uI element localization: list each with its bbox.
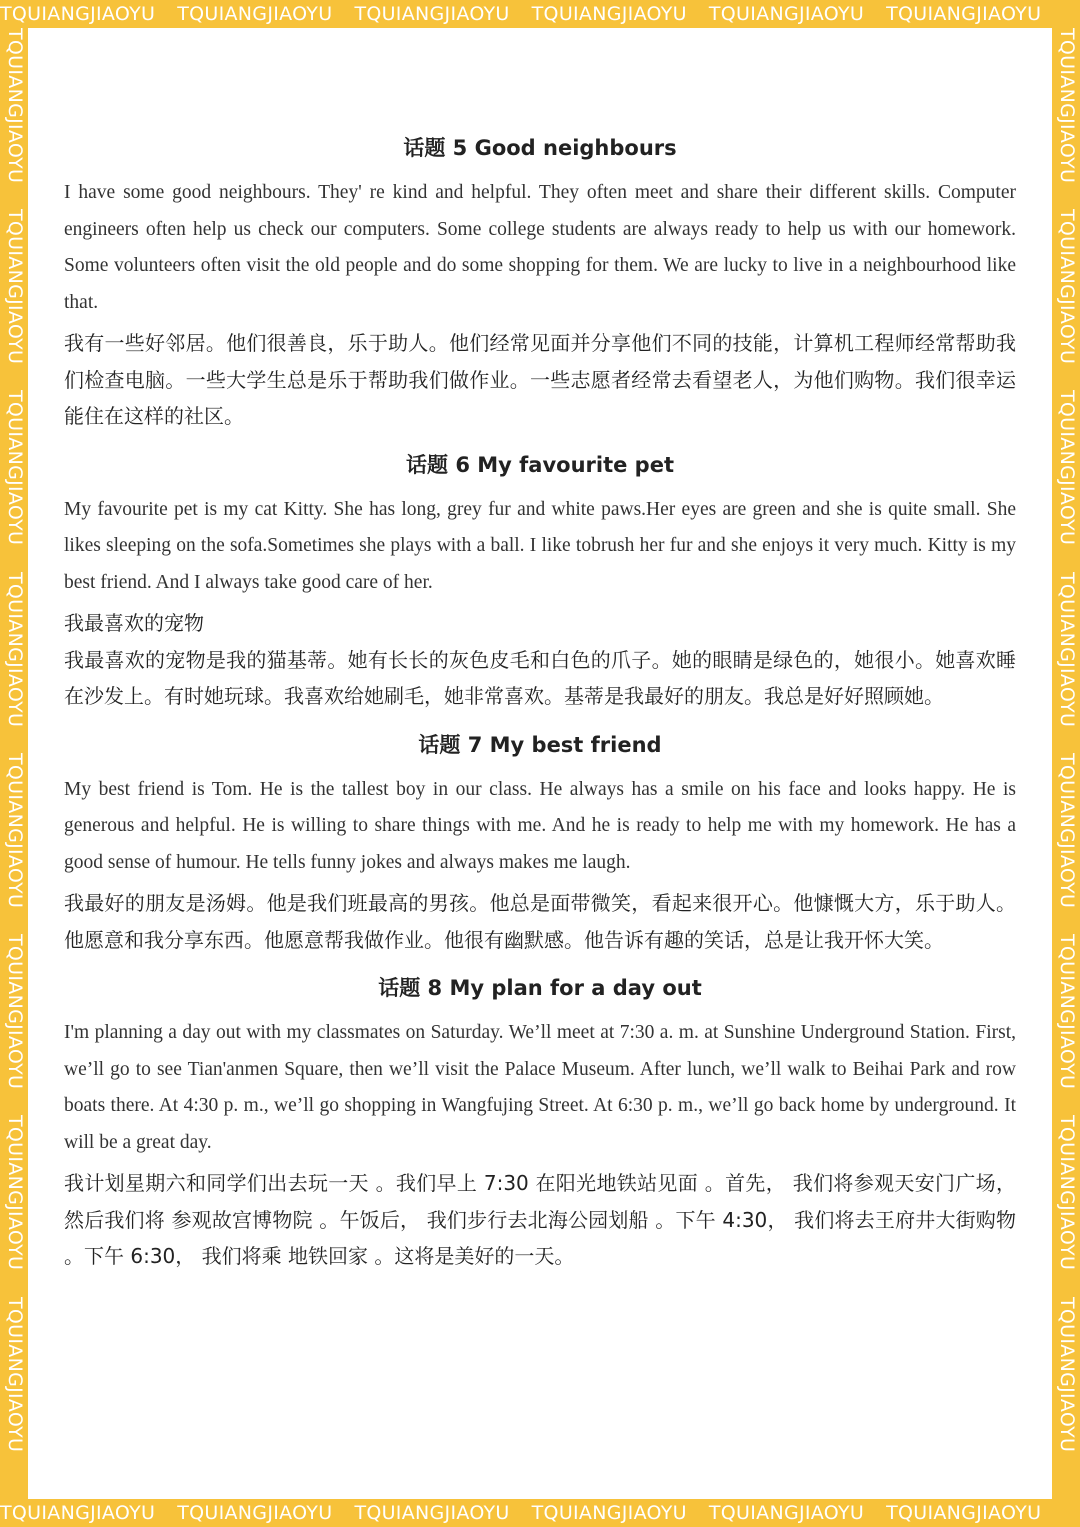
watermark-bottom: TQUIANGJIAOYU TQUIANGJIAOYU TQUIANGJIAOYU TQUIANGJIAOYU TQUIANGJIAOYU TQUIANGJIAOYU <box>0 1502 1042 1524</box>
topic-6-english-text: My favourite pet is my cat Kitty. She has long, grey fur and white paws.Her eyes are green and she is quite small. She likes sleeping on the sofa.Sometimes she plays with a ball. I like tobrush her fur and she enjoys it very much. Kitty is my best friend. And I always take good care of her. <box>64 498 1016 593</box>
topic-7-english-text: My best friend is Tom. He is the tallest boy in our class. He always has a smile on his face and looks happy. He is generous and helpful. He is willing to share things with me. And he is ready to help me with my homework. He has a good sense of humour. He tells funny jokes and always makes me laugh. <box>64 778 1016 873</box>
topic-5-english-text: I have some good neighbours. They' re kind and helpful. They often meet and share their different skills. Computer engineers often help us check our computers. Some college students are always ready to help us with our homework. Some volunteers often visit the old people and do some shopping for them. We are lucky to live in a neighbourhood like that. <box>64 182 1016 313</box>
topic-7-title: 话题 7 My best friend <box>418 732 662 757</box>
topic-8-section <box>64 970 1016 1275</box>
topic-6-chinese-title: 我最喜欢的宠物 <box>64 611 204 635</box>
topic-8-title: 话题 8 My plan for a day out <box>378 976 702 1000</box>
topic-7-chinese-text: 我最好的朋友是汤姆。他是我们班最高的男孩。他总是面带微笑，看起来很开心。他慷慨大方，乐于助人。他愿意和我分享东西。他愿意帮我做作业。他很有幽默感。他告诉有趣的笑话，总是让我开怀大笑。 <box>64 891 1016 952</box>
topic-8-chinese-text: 我计划星期六和同学们出去玩一天 。我们早上 7:30 在阳光地铁站见面 。首先， 我们将参观天安门广场， 然后我们将 参观故宫博物院 。午饭后， 我们步行去北海公园划船 。下午 4:30， 我们将去王府井大街购物 。下午 6:30， 我们将乘 地铁回家 。这将是美好的一天。 <box>64 1171 1016 1268</box>
topic-7-section <box>64 727 1016 959</box>
watermark-left: TQUIANGJIAOYUTQUIANGJIAOYUTQUIANGJIAOYUTQUIANGJIAOYUTQUIANGJIAOYUTQUIANGJIAOYUTQUIANGJIAOYUTQUIANGJIAOYU <box>4 28 26 1452</box>
watermark-top: TQUIANGJIAOYU TQUIANGJIAOYU TQUIANGJIAOYU TQUIANGJIAOYU TQUIANGJIAOYU TQUIANGJIAOYU <box>0 3 1042 25</box>
topic-5-chinese-text: 我有一些好邻居。他们很善良，乐于助人。他们经常见面并分享他们不同的技能，计算机工程师经常帮助我们检查电脑。一些大学生总是乐于帮助我们做作业。一些志愿者经常去看望老人，为他们购物。我们很幸运能住在这样的社区。 <box>64 331 1016 428</box>
topic-6-section <box>64 447 1016 715</box>
document-content <box>64 130 1016 1287</box>
topic-6-title: 话题 6 My favourite pet <box>406 452 674 477</box>
topic-6-chinese-text: 我最喜欢的宠物是我的猫基蒂。她有长长的灰色皮毛和白色的爪子。她的眼睛是绿色的，她很小。她喜欢睡在沙发上。有时她玩球。我喜欢给她刷毛，她非常喜欢。基蒂是我最好的朋友。我总是好好照顾她。 <box>64 647 1016 708</box>
watermark-right: TQUIANGJIAOYUTQUIANGJIAOYUTQUIANGJIAOYUTQUIANGJIAOYUTQUIANGJIAOYUTQUIANGJIAOYUTQUIANGJIAOYUTQUIANGJIAOYU <box>1056 28 1078 1452</box>
topic-5-section <box>64 130 1016 435</box>
topic-8-english-text: I'm planning a day out with my classmates on Saturday. We’ll meet at 7:30 a. m. at Sunshine Underground Station. First, we’ll go to see Tian'anmen Square, then we’ll visit the Palace Museum. After lunch, we’ll walk to Beihai Park and row boats there. At 4:30 p. m., we’ll go shopping in Wangfujing Street. At 6:30 p. m., we’ll go back home by underground. It will be a great day. <box>64 1022 1016 1153</box>
topic-5-title: 话题 5 Good neighbours <box>403 136 677 160</box>
